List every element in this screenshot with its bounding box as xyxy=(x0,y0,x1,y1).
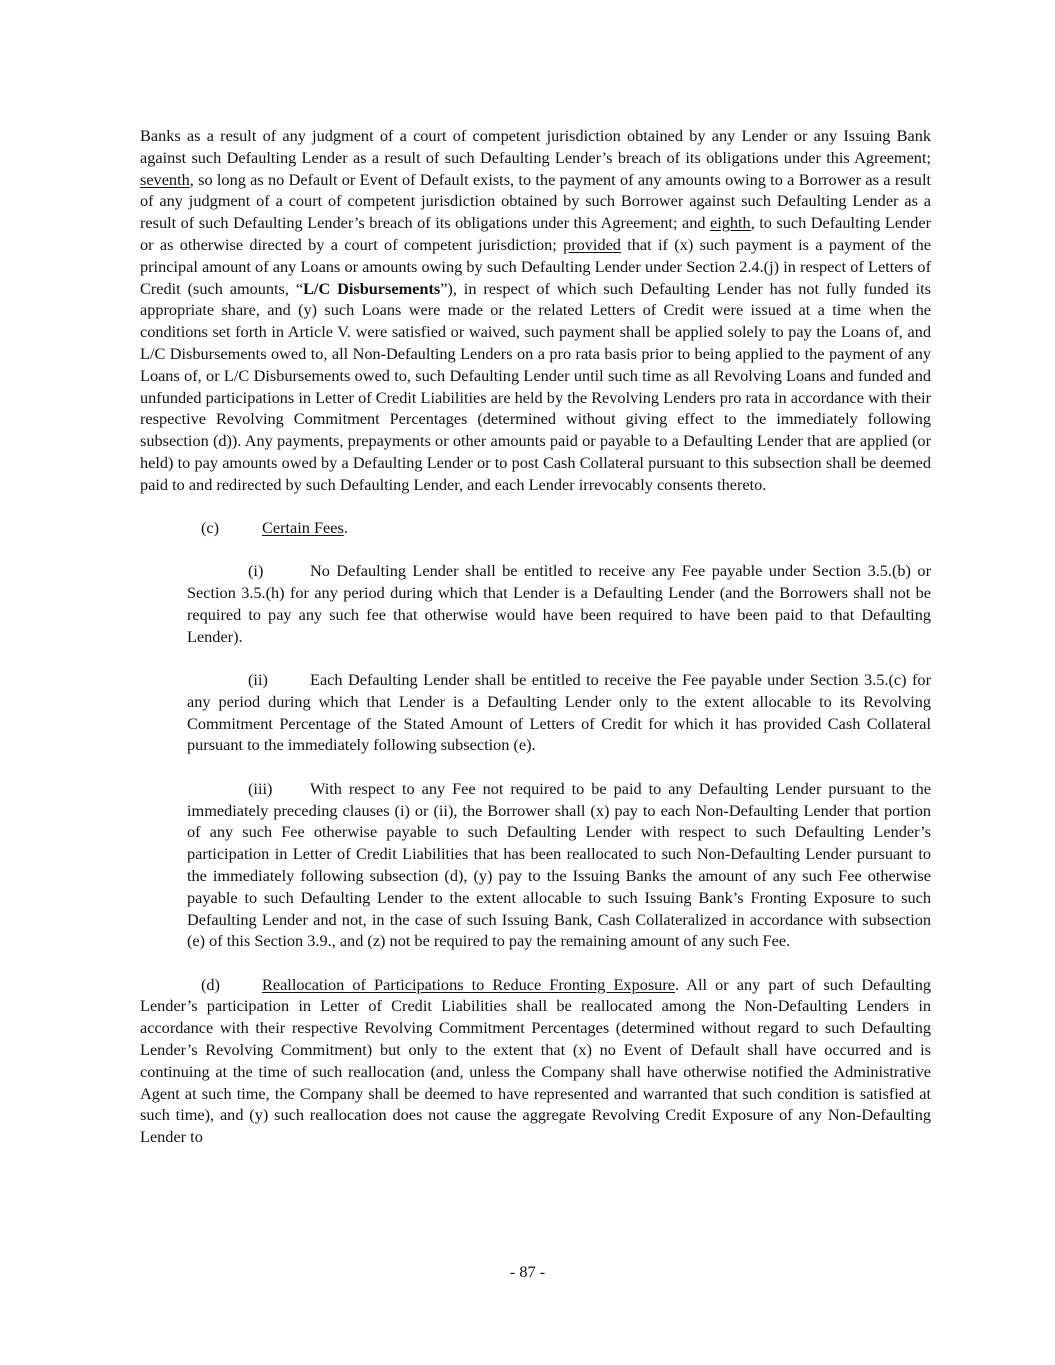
clause-label: (ii) xyxy=(248,670,268,690)
section-heading: Reallocation of Participations to Reduce Fronting Exposure xyxy=(262,974,675,994)
document-body xyxy=(140,125,931,1148)
section-label: (c) xyxy=(201,518,220,538)
clause-text: Each Defaulting Lender shall be entitled to receive the Fee payable under Section 3.5.(c) for any period during which that Lender is a Defaulting Lender only to the extent allocable to its Revolving Commitment Percentage of the Stated Amount of Letters of Credit for which it has provided Cash Collateral pursuant to the immediately following subsection (e). xyxy=(187,670,931,755)
clause-ii xyxy=(187,669,931,756)
text-run: that if (x) such payment is a payment of the principal amount of any Loans or amounts owing by such Defaulting Lender under Section 2.4.(j) in respect of Letters of Credit (such amounts, “ xyxy=(140,234,931,298)
section-d xyxy=(140,974,931,1148)
page-number: - 87 - xyxy=(509,1262,546,1281)
clause-i xyxy=(187,560,931,647)
text-run: ”), in respect of which such Defaulting Lender has not fully funded its appropriate share, and (y) such Loans were made or the related Letters of Credit were issued at a time when the conditions set forth in Article V. were satisfied or waived, such payment shall be applied solely to pay the Loans of, and L/C Disbursements owed to, all Non-Defaulting Lenders on a pro rata basis prior to being applied to the payment of any Loans of, or L/C Disbursements owed to, such Defaulting Lender until such time as all Revolving Loans and funded and unfunded participations in Letter of Credit Liabilities are held by the Revolving Lenders pro rata in accordance with their respective Revolving Commitment Percentages (determined without giving effect to the immediately following subsection (d)). Any payments, prepayments or other amounts paid or payable to a Defaulting Lender that are applied (or held) to pay amounts owed by a Defaulting Lender or to post Cash Collateral pursuant to this subsection shall be deemed paid to and redirected by such Defaulting Lender, and each Lender irrevocably consents thereto. xyxy=(140,278,931,494)
defined-term-lc-disbursements: L/C Disbursements xyxy=(303,278,441,298)
section-c-heading xyxy=(140,517,931,539)
heading-period: . xyxy=(343,518,348,538)
paragraph-continuation xyxy=(140,125,931,496)
text-run: , to such Defaulting Lender or as otherwise directed by a court of competent jurisdiction; xyxy=(140,213,932,254)
term-seventh: seventh xyxy=(140,169,190,189)
clause-label: (i) xyxy=(248,561,264,581)
clause-iii xyxy=(187,778,931,952)
section-heading: Certain Fees xyxy=(262,518,344,538)
clause-text: No Defaulting Lender shall be entitled to receive any Fee payable under Section 3.5.(b) or Section 3.5.(h) for any period during which that Lender is a Defaulting Lender (and the Borrowers shall not be required to pay any such fee that otherwise would have been required to have been paid to that Defaulting Lender). xyxy=(187,561,931,646)
clause-label: (iii) xyxy=(248,778,273,798)
term-provided: provided xyxy=(563,234,621,254)
section-label: (d) xyxy=(201,974,220,994)
term-eighth: eighth xyxy=(710,213,751,233)
text-run: Banks as a result of any judgment of a court of competent jurisdiction obtained by any Lender or any Issuing Bank against such Defaulting Lender as a result of such Defaulting Lender’s breach of its obligations under this Agreement; xyxy=(140,126,931,167)
section-text: . All or any part of such Defaulting Lender’s participation in Letter of Credit Liabilities shall be reallocated among the Non-Defaulting Lenders in accordance with their respective Revolving Commitment Percentages (determined without regard to such Defaulting Lender’s Revolving Commitment) but only to the extent that (x) no Event of Default shall have occurred and is continuing at the time of such reallocation (and, unless the Company shall have otherwise notified the Administrative Agent at such time, the Company shall be deemed to have represented and warranted that such condition is satisfied at such time), and (y) such reallocation does not cause the aggregate Revolving Credit Exposure of any Non-Defaulting Lender to xyxy=(140,974,932,1147)
text-run: , so long as no Default or Event of Default exists, to the payment of any amounts owing to a Borrower as a result of any judgment of a court of competent jurisdiction obtained by such Borrower against such Defaulting Lender as a result of such Defaulting Lender’s breach of its obligations under this Agreement; and xyxy=(140,169,931,233)
clause-text: With respect to any Fee not required to be paid to any Defaulting Lender pursuant to the immediately preceding clauses (i) or (ii), the Borrower shall (x) pay to each Non-Defaulting Lender that portion of any such Fee otherwise payable to such Defaulting Lender with respect to such Defaulting Lender’s participation in Letter of Credit Liabilities that has been reallocated to such Non-Defaulting Lender pursuant to the immediately following subsection (d), (y) pay to the Issuing Banks the amount of any such Fee otherwise payable to such Defaulting Lender to the extent allocable to such Issuing Bank’s Fronting Exposure to such Defaulting Lender and not, in the case of such Issuing Bank, Cash Collateralized in accordance with subsection (e) of this Section 3.9., and (z) not be required to pay the remaining amount of any such Fee. xyxy=(187,778,931,951)
